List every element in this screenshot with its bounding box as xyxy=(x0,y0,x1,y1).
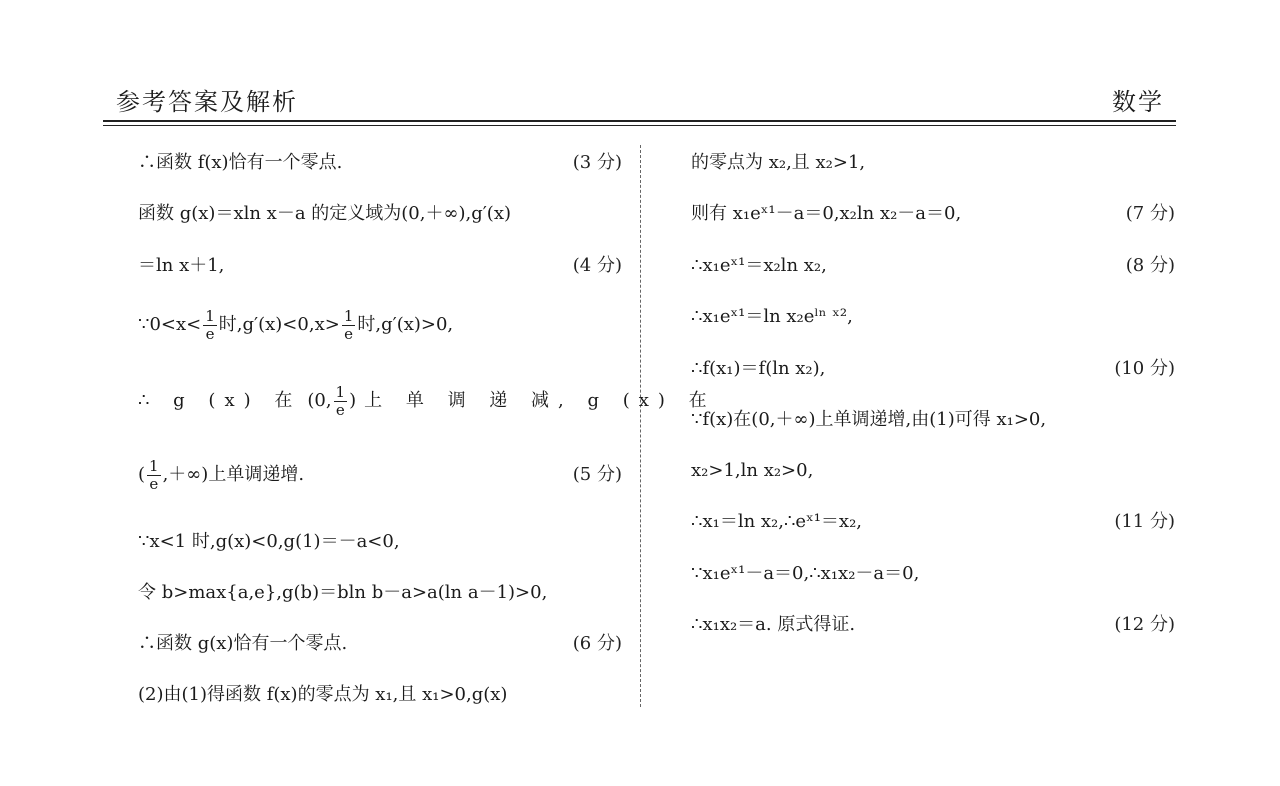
right-line-10-text: ∴x₁x₂＝a. 原式得证. xyxy=(691,614,856,635)
fraction-numerator: 1 xyxy=(205,307,215,325)
right-line-10 xyxy=(691,616,1175,634)
right-line-7-text: x₂>1,ln x₂>0, xyxy=(691,460,814,481)
right-line-9-text: ∵x₁eˣ¹－a＝0,∴x₁x₂－a＝0, xyxy=(691,563,920,584)
header-rule-thick xyxy=(103,120,1176,122)
left-line-5-interval-open: (0, xyxy=(307,390,332,411)
right-line-4-text: ∴x₁eˣ¹＝ln x₂eˡⁿ ˣ², xyxy=(691,306,853,327)
right-line-3 xyxy=(691,257,1175,275)
fraction-numerator: 1 xyxy=(149,457,159,475)
right-line-3-text: ∴x₁eˣ¹＝x₂ln x₂, xyxy=(691,255,827,276)
left-line-5-interval-close: ) xyxy=(349,390,357,411)
left-line-4-part-a: ∵0<x< xyxy=(138,314,202,335)
left-line-3-score: (4 分) xyxy=(572,255,622,276)
right-line-1 xyxy=(691,154,1175,172)
left-line-4 xyxy=(138,308,622,342)
left-line-5-part-d: 上 单 调 递 减, g (x) 在 xyxy=(364,390,716,411)
left-line-2-text: 函数 g(x)＝xln x－a 的定义域为(0,＋∞),g′(x) xyxy=(138,203,512,224)
left-line-6-part-c: 上单调递增. xyxy=(208,464,305,485)
right-line-3-score: (8 分) xyxy=(1125,255,1175,276)
fraction-numerator: 1 xyxy=(335,383,346,401)
column-divider xyxy=(640,145,641,707)
right-line-5-text: ∴f(x₁)＝f(ln x₂), xyxy=(691,358,826,379)
left-line-9 xyxy=(138,635,622,653)
left-line-2 xyxy=(138,205,622,223)
right-line-5 xyxy=(691,360,1175,378)
right-line-6 xyxy=(691,411,1175,429)
left-line-10 xyxy=(138,686,622,704)
right-line-2-text: 则有 x₁eˣ¹－a＝0,x₂ln x₂－a＝0, xyxy=(691,203,962,224)
left-line-10-text: (2)由(1)得函数 f(x)的零点为 x₁,且 x₁>0,g(x) xyxy=(138,684,508,705)
left-line-6-paren-open: ( xyxy=(138,464,146,485)
header-rule-thin xyxy=(103,125,1176,126)
left-line-5-part-a: ∴ g (x) 在 xyxy=(138,390,302,411)
fraction-denominator: e xyxy=(335,400,345,419)
right-line-4 xyxy=(691,308,1175,326)
right-line-1-text: 的零点为 x₂,且 x₂>1, xyxy=(691,152,866,173)
left-line-8 xyxy=(138,584,622,602)
left-line-7-text: ∵x<1 时,g(x)<0,g(1)＝－a<0, xyxy=(138,531,400,552)
left-line-9-text: ∴函数 g(x)恰有一个零点. xyxy=(138,633,348,654)
right-line-6-text: ∵f(x)在(0,＋∞)上单调递增,由(1)可得 x₁>0, xyxy=(691,409,1047,430)
left-line-3 xyxy=(138,257,622,275)
left-line-4-part-c: 时,g′(x)>0, xyxy=(357,314,454,335)
left-line-6-interval-end: ,＋∞) xyxy=(162,464,209,485)
left-line-5 xyxy=(138,383,716,419)
page-header-title: 参考答案及解析 xyxy=(116,88,298,116)
left-line-9-score: (6 分) xyxy=(572,633,622,654)
right-line-5-score: (10 分) xyxy=(1114,358,1175,379)
page-header-subject: 数学 xyxy=(1112,88,1164,116)
fraction-one-over-e xyxy=(334,384,348,418)
left-line-1 xyxy=(138,154,622,172)
right-line-7 xyxy=(691,462,1175,480)
left-line-6 xyxy=(138,458,622,492)
right-line-8 xyxy=(691,513,1175,531)
right-line-8-score: (11 分) xyxy=(1114,511,1175,532)
fraction-denominator: e xyxy=(344,324,354,343)
fraction-denominator: e xyxy=(205,324,215,343)
left-line-8-text: 令 b>max{a,e},g(b)＝bln b－a>a(ln a－1)>0, xyxy=(138,582,548,603)
right-line-2 xyxy=(691,205,1175,223)
left-line-1-score: (3 分) xyxy=(572,152,622,173)
left-line-6-text xyxy=(138,458,304,492)
fraction-one-over-e xyxy=(147,458,161,492)
right-line-9 xyxy=(691,565,1175,583)
fraction-one-over-e xyxy=(342,308,356,342)
fraction-numerator: 1 xyxy=(343,307,354,325)
right-line-2-score: (7 分) xyxy=(1125,203,1175,224)
right-line-10-score: (12 分) xyxy=(1114,614,1175,635)
right-line-8-text: ∴x₁＝ln x₂,∴eˣ¹＝x₂, xyxy=(691,511,863,532)
fraction-one-over-e xyxy=(203,308,217,342)
left-line-1-text: ∴函数 f(x)恰有一个零点. xyxy=(138,152,343,173)
left-line-7 xyxy=(138,533,622,551)
left-line-4-part-b: 时,g′(x)<0,x> xyxy=(218,314,340,335)
fraction-denominator: e xyxy=(149,474,159,493)
left-line-6-score: (5 分) xyxy=(572,464,622,485)
left-line-3-text: ＝ln x＋1, xyxy=(138,255,225,276)
